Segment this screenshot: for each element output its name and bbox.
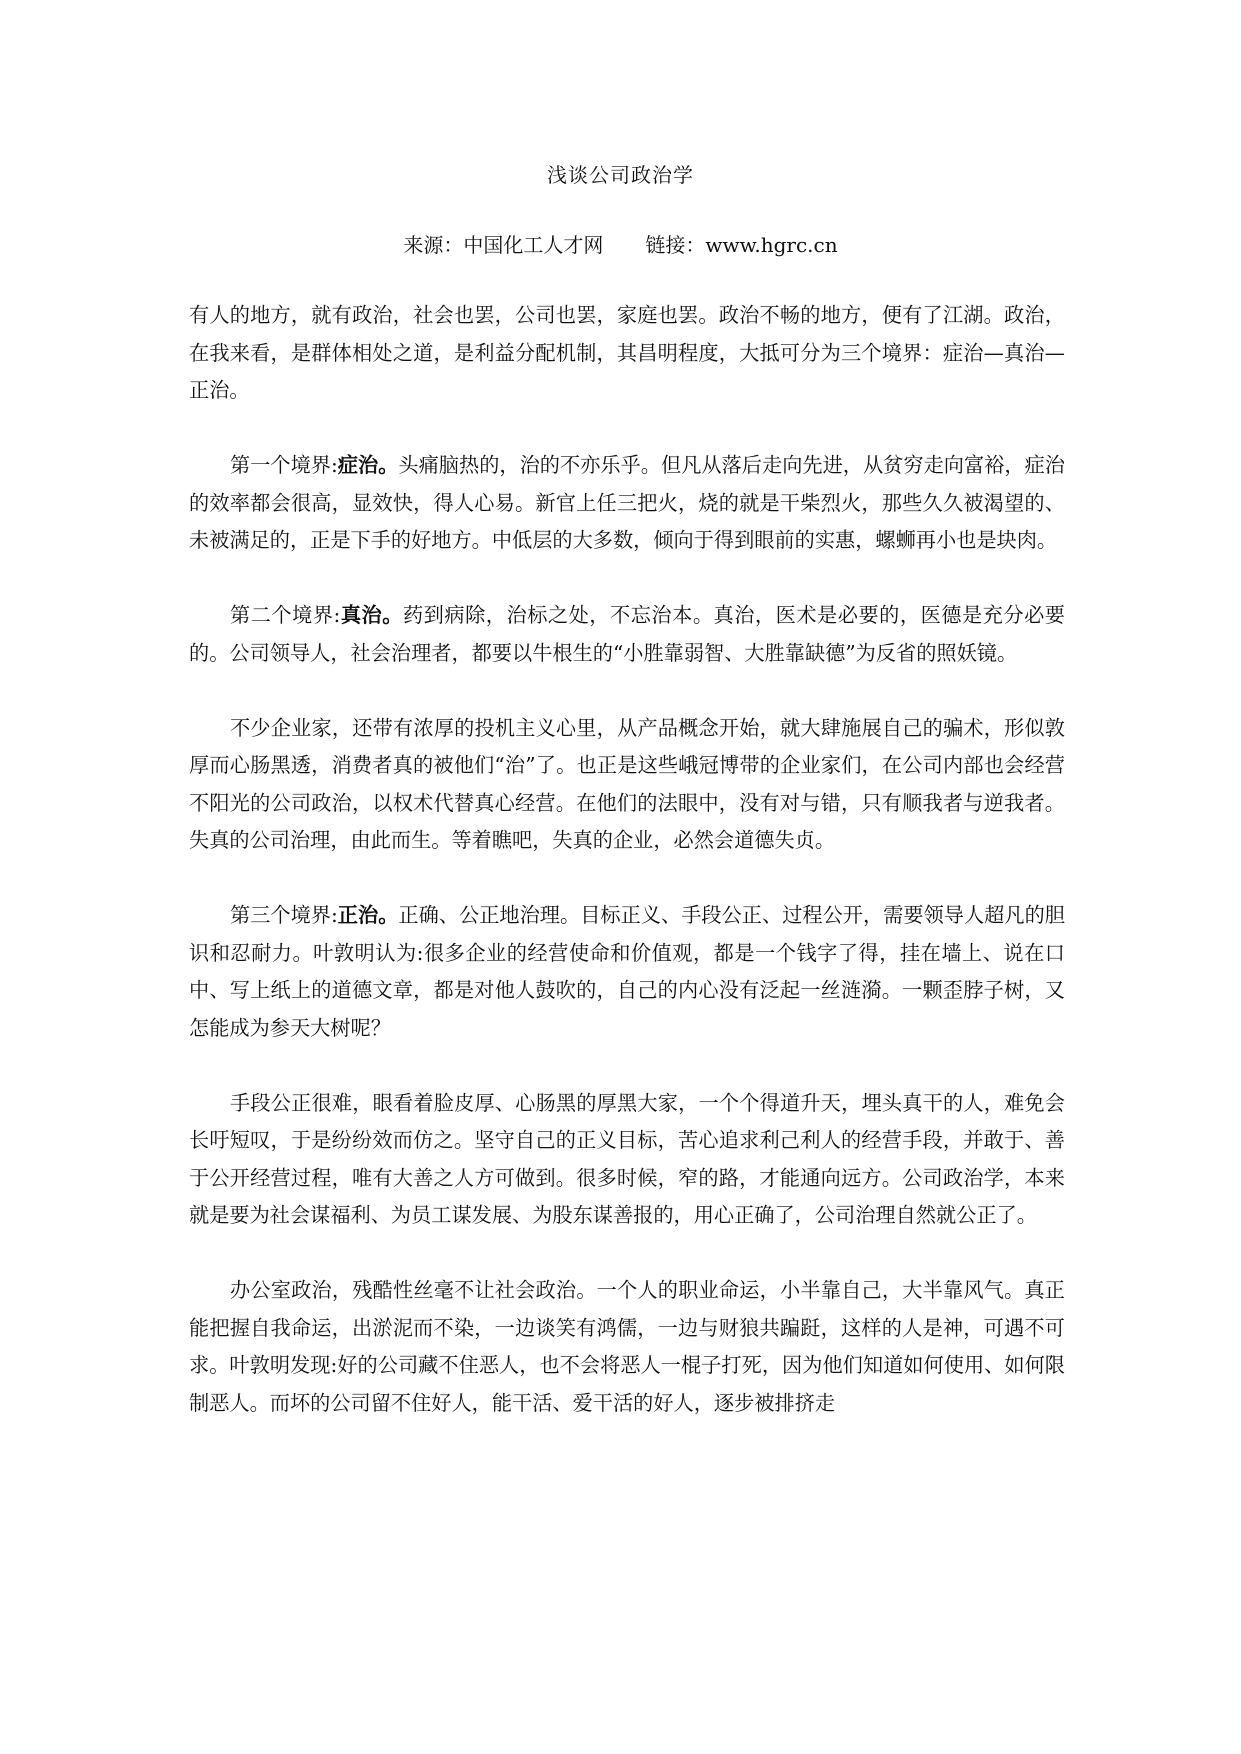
paragraph-bold-term: 正治。	[337, 903, 399, 927]
paragraph-entrepreneurs	[189, 710, 1065, 860]
link-label: 链接：www.hgrc.cn	[645, 233, 838, 257]
paragraph-intro	[189, 297, 1065, 410]
paragraph-office-politics	[189, 1272, 1065, 1422]
paragraph-bold-term: 真治。	[340, 603, 403, 627]
article-body	[189, 297, 1065, 1460]
paragraph-lead: 第二个境界:	[230, 603, 341, 627]
paragraph-text: 办公室政治，残酷性丝毫不让社会政治。一个人的职业命运，小半靠自己，大半靠风气。真正能把握自我命运，出淤泥而不染，一边谈笑有鸿儒，一边与财狼共蹁跹，这样的人是神，可遇不可求。叶敦明发现:好的公司藏不住恶人，也不会将恶人一棍子打死，因为他们知道如何使用、如何限制恶人。而坏的公司留不住好人，能干活、爱干活的好人，逐步被排挤走	[189, 1278, 1065, 1415]
paragraph-text: 正确、公正地治理。目标正义、手段公正、过程公开，需要领导人超凡的胆识和忍耐力。叶敦明认为:很多企业的经营使命和价值观，都是一个钱字了得，挂在墙上、说在口中、写上纸上的道德文章，都是对他人鼓吹的，自己的内心没有泛起一丝涟漪。一颗歪脖子树，又怎能成为参天大树呢？	[189, 903, 1065, 1040]
document-title: 浅谈公司政治学	[547, 163, 694, 187]
paragraph-fair-means	[189, 1085, 1065, 1235]
paragraph-text: 手段公正很难，眼看着脸皮厚、心肠黑的厚黑大家，一个个得道升天，埋头真干的人，难免会长吁短叹，于是纷纷效而仿之。坚守自己的正义目标，苦心追求利己利人的经营手段，并敢于、善于公开经营过程，唯有大善之人方可做到。很多时候，窄的路，才能通向远方。公司政治学，本来就是要为社会谋福利、为员工谋发展、为股东谋善报的，用心正确了，公司治理自然就公正了。	[189, 1090, 1065, 1227]
paragraph-lead: 第三个境界:	[230, 903, 338, 927]
paragraph-lead: 第一个境界:	[230, 453, 338, 477]
paragraph-text: 头痛脑热的，治的不亦乐乎。但凡从落后走向先进，从贫穷走向富裕，症治的效率都会很高，显效快，得人心易。新官上任三把火，烧的就是干柴烈火，那些久久被渴望的、未被满足的，正是下手的好地方。中低层的大多数，倾向于得到眼前的实惠，螺蛳再小也是块肉。	[189, 453, 1065, 552]
paragraph-bold-term: 症治。	[337, 453, 399, 477]
source-line	[0, 230, 1241, 260]
source-label: 来源：中国化工人才网	[403, 233, 604, 257]
paragraph-realm-two	[189, 597, 1065, 672]
paragraph-text: 有人的地方，就有政治，社会也罢，公司也罢，家庭也罢。政治不畅的地方，便有了江湖。政治，在我来看，是群体相处之道，是利益分配机制，其昌明程度，大抵可分为三个境界：症治—真治—正治。	[189, 303, 1065, 402]
paragraph-text: 不少企业家，还带有浓厚的投机主义心里，从产品概念开始，就大肆施展自己的骗术，形似敦厚而心肠黑透，消费者真的被他们“治”了。也正是这些峨冠博带的企业家们，在公司内部也会经营不阳光的公司政治，以权术代替真心经营。在他们的法眼中，没有对与错，只有顺我者与逆我者。失真的公司治理，由此而生。等着瞧吧，失真的企业，必然会道德失贞。	[189, 715, 1065, 852]
paragraph-realm-one	[189, 447, 1065, 560]
paragraph-realm-three	[189, 897, 1065, 1047]
paragraph-text: 药到病除，治标之处，不忘治本。真治，医术是必要的，医德是充分必要的。公司领导人，社会治理者，都要以牛根生的“小胜靠弱智、大胜靠缺德”为反省的照妖镜。	[189, 603, 1065, 665]
